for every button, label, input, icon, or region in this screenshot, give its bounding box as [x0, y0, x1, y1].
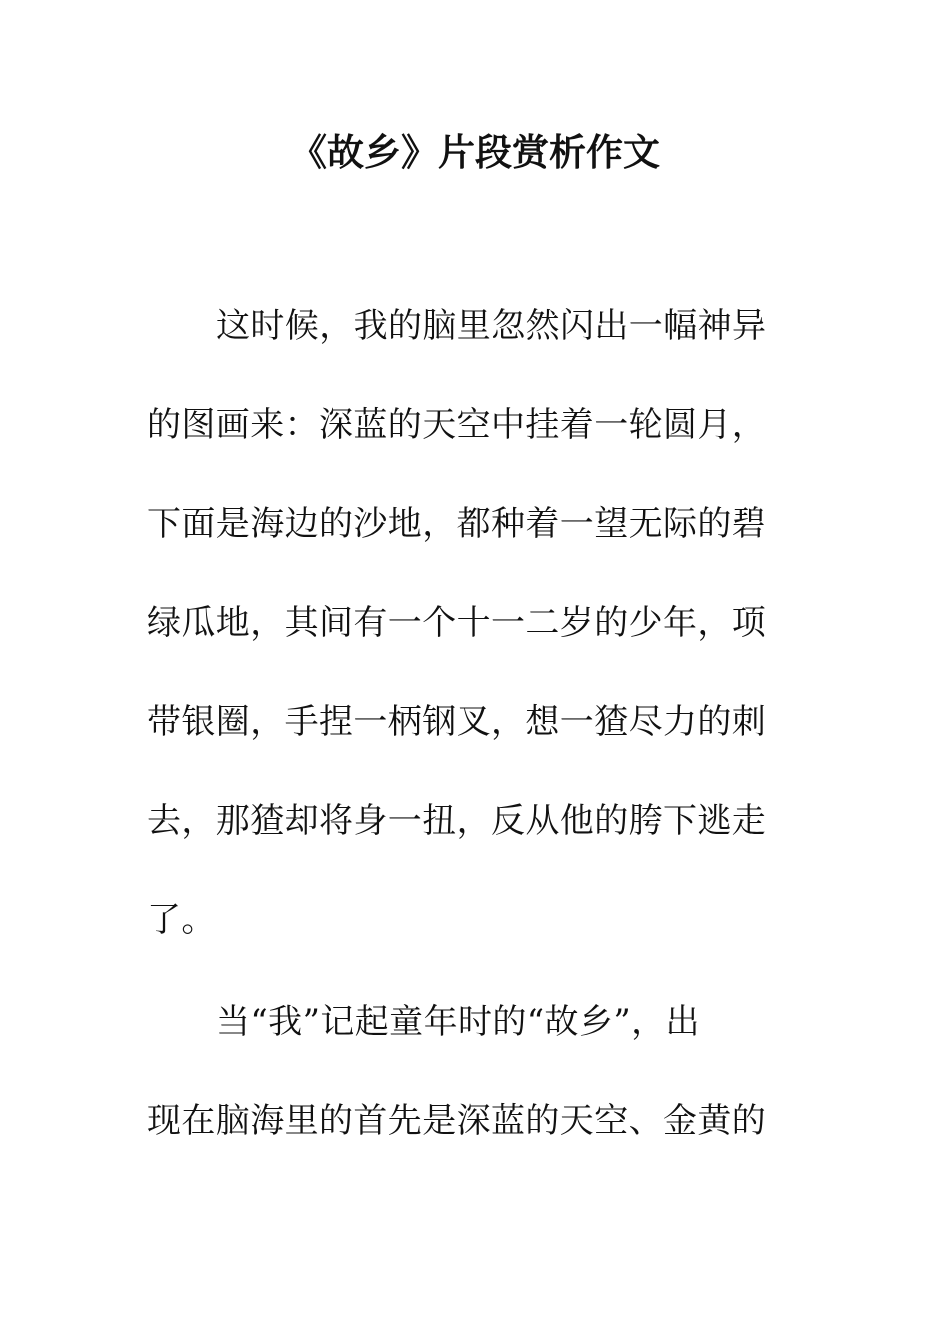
paragraph-line: 这时候，我的脑里忽然闪出一幅神异 — [216, 306, 767, 346]
paragraph-line: 绿瓜地，其间有一个十一二岁的少年，项 — [147, 603, 767, 643]
paragraph-line: 现在脑海里的首先是深蓝的天空、金黄的 — [147, 1101, 767, 1141]
page-title: 《故乡》片段赏析作文 — [290, 130, 660, 174]
paragraph-line: 当“我”记起童年时的“故乡”，出 — [216, 1002, 700, 1042]
paragraph-line: 下面是海边的沙地，都种着一望无际的碧 — [147, 504, 767, 544]
paragraph-line: 去，那猹却将身一扭，反从他的胯下逃走 — [147, 801, 767, 841]
paragraph-line: 带银圈，手捏一柄钢叉，想一猹尽力的刺 — [147, 702, 767, 742]
paragraph-line: 的图画来：深蓝的天空中挂着一轮圆月， — [147, 405, 767, 445]
paragraph-line: 了。 — [147, 900, 216, 940]
